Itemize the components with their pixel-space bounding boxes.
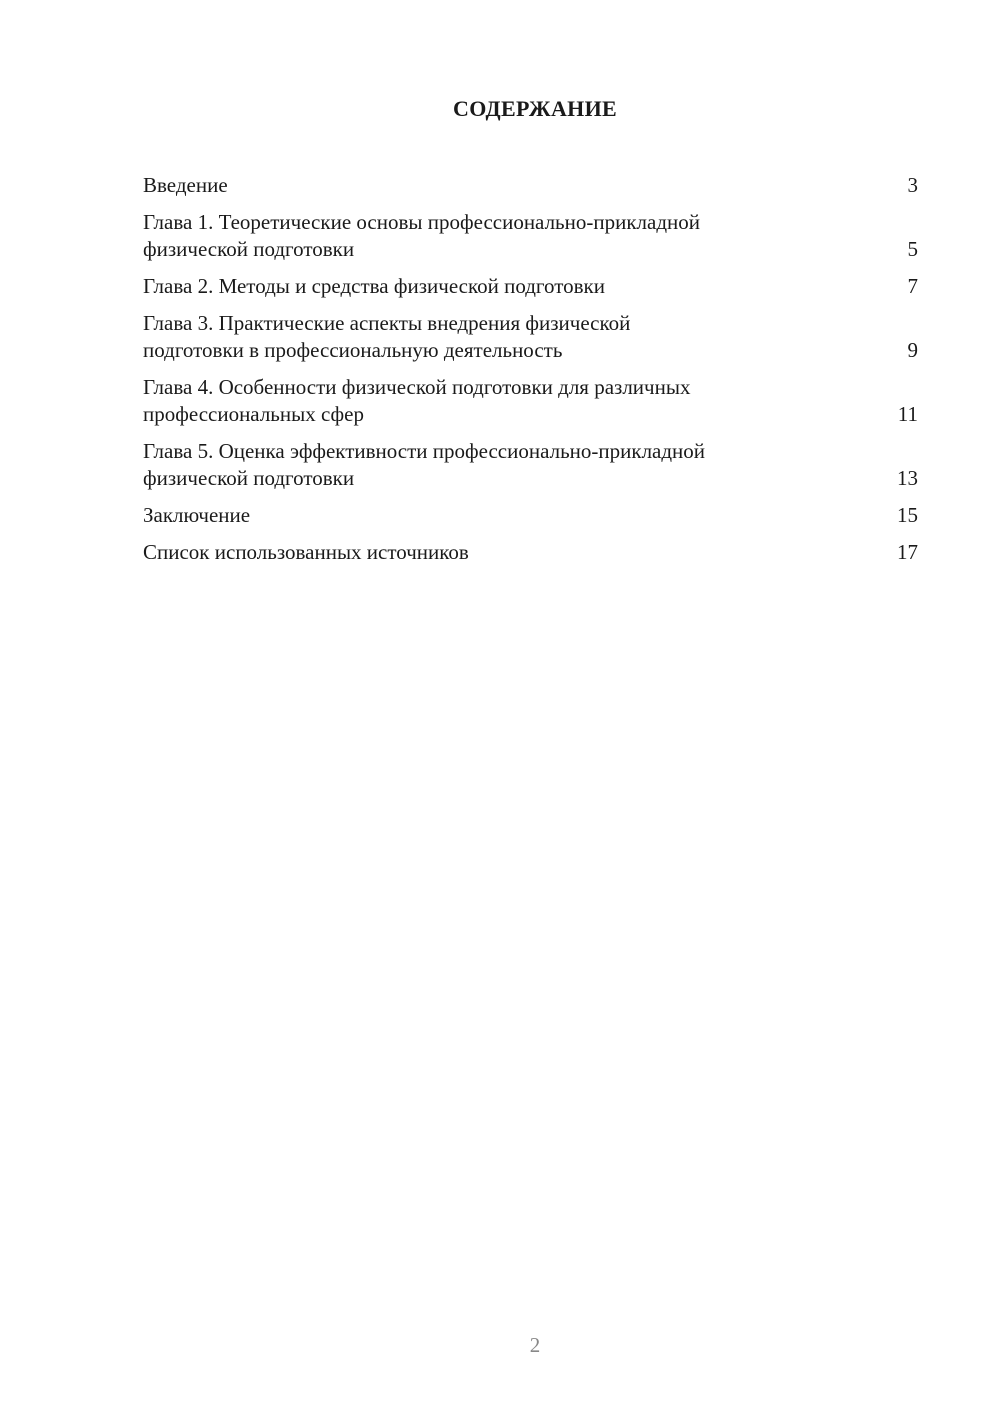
toc-entry-label [143,273,823,300]
toc-entry-label [143,374,823,428]
toc-entry-chapter-1 [143,209,918,263]
toc-entry-page: 3 [907,173,918,197]
toc-entry-line: Глава 2. Методы и средства физической подготовки [143,274,605,298]
toc-entry-conclusion [143,502,918,529]
toc-entry-page: 7 [907,274,918,298]
toc-entry-label [143,172,823,199]
toc-entry-line: Глава 3. Практические аспекты внедрения физической [143,311,631,335]
toc-entry-chapter-2 [143,273,918,300]
toc-entry-page: 15 [897,503,918,527]
toc-entry-chapter-3 [143,310,918,364]
toc-entry-line: физической подготовки [143,466,355,490]
toc-entry-label [143,438,823,492]
toc-entry-line: физической подготовки [143,237,355,261]
toc-entry-chapter-4 [143,374,918,428]
toc-entry-line: Глава 5. Оценка эффективности профессионально-прикладной [143,439,706,463]
toc-entry-line: Заключение [143,503,251,527]
toc-entry-page: 5 [907,237,918,261]
toc-entry-chapter-5 [143,438,918,492]
toc-entry-line: Глава 4. Особенности физической подготовки для различных [143,375,691,399]
toc-entry-references [143,539,918,566]
toc-entry-page: 17 [897,540,918,564]
toc-entry-line: Введение [143,173,228,197]
toc-entry-line: Глава 1. Теоретические основы профессионально-прикладной [143,210,700,234]
page-number: 2 [529,1333,541,1357]
toc-entry-page: 13 [897,466,918,490]
toc-entry-label [143,209,823,263]
toc-entry-line: профессиональных сфер [143,402,364,426]
toc-entry-page: 9 [907,338,918,362]
toc-entry-line: Список использованных источников [143,540,469,564]
toc-entry-line: подготовки в профессиональную деятельность [143,338,563,362]
toc-entry-introduction [143,172,918,199]
toc-entry-label [143,502,823,529]
page-title: СОДЕРЖАНИЕ [453,96,617,121]
toc-entry-label [143,310,823,364]
table-of-contents [143,172,918,576]
toc-entry-page: 11 [897,402,918,426]
toc-entry-label [143,539,823,566]
